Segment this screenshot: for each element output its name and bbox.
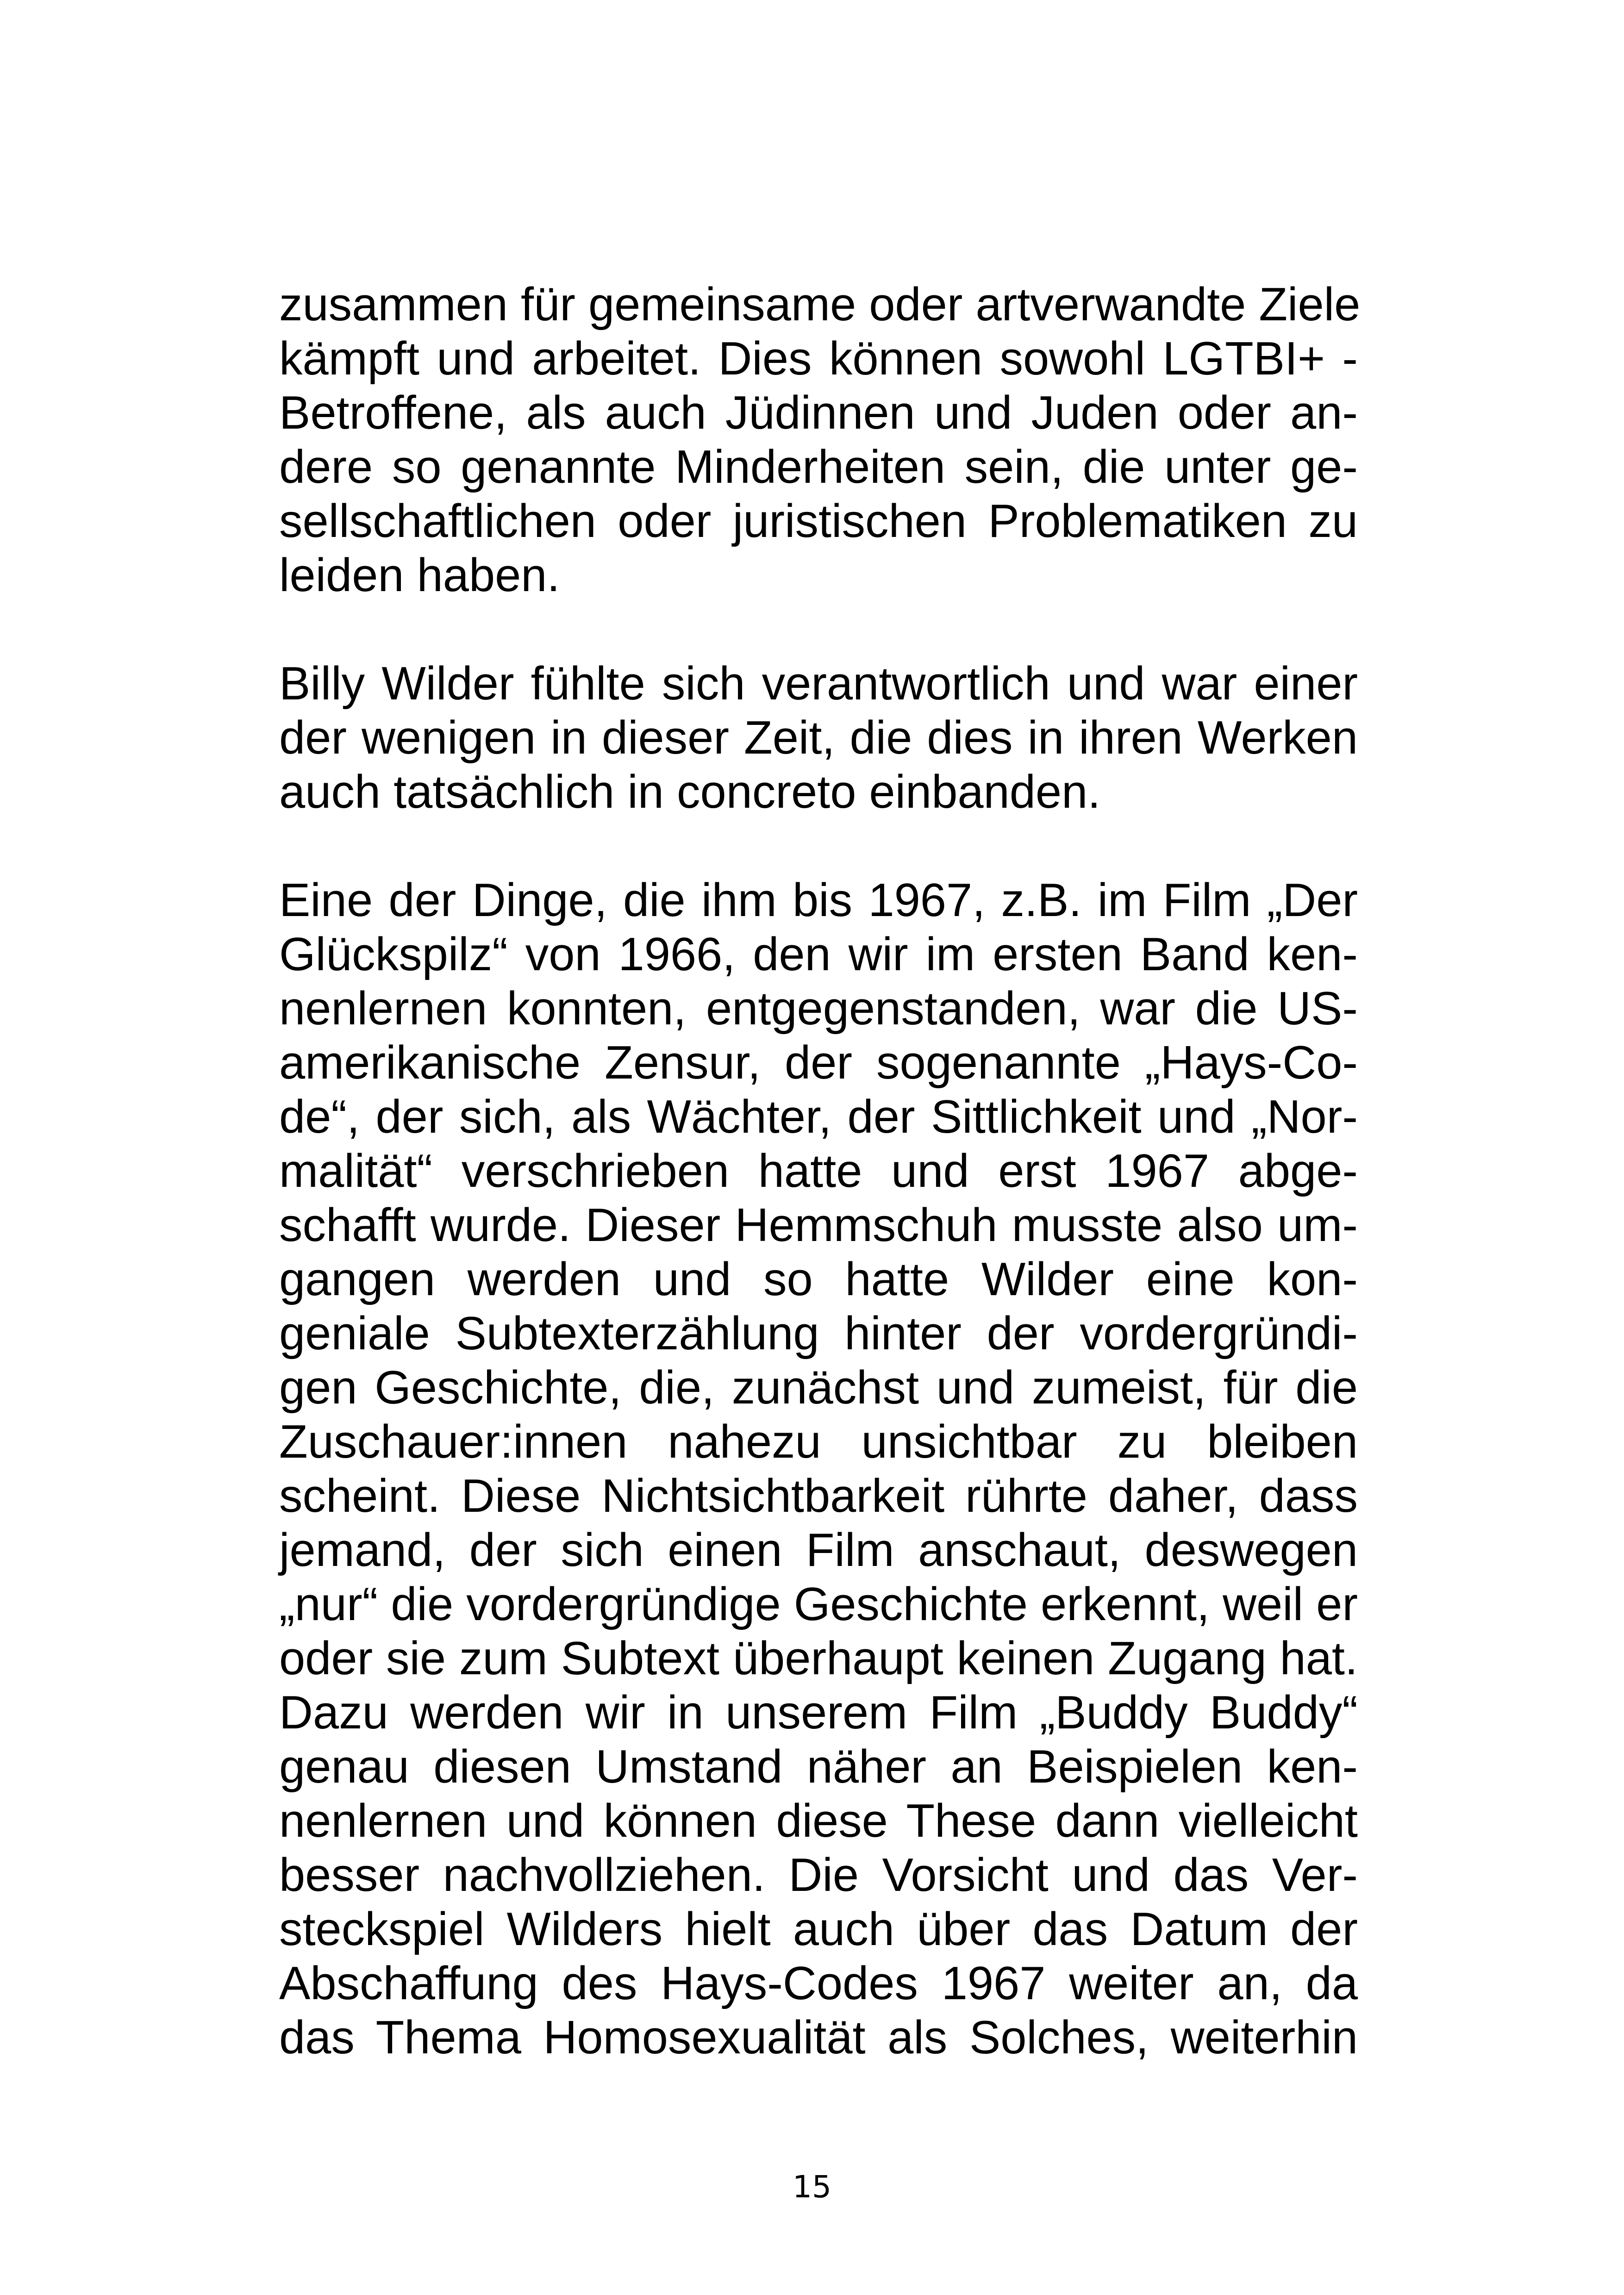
text-line: amerikanische Zensur, der sogenannte „Hays-Co- xyxy=(279,1037,1358,1089)
text-line: schafft wurde. Dieser Hemmschuh musste also um- xyxy=(279,1199,1358,1251)
text-line: zusammen für gemeinsame oder artverwandte Ziele xyxy=(279,279,1361,331)
text-line: genau diesen Umstand näher an Beispielen ken- xyxy=(279,1741,1358,1793)
text-line: gangen werden und so hatte Wilder eine kon- xyxy=(279,1254,1358,1305)
paragraph-1 xyxy=(279,278,1361,603)
text-line: der wenigen in dieser Zeit, die dies in ihren Werken xyxy=(279,712,1358,764)
text-line: Betroffene, als auch Jüdinnen und Juden oder an- xyxy=(279,387,1358,439)
text-line: jemand, der sich einen Film anschaut, deswegen xyxy=(279,1524,1358,1576)
text-line: de“, der sich, als Wächter, der Sittlichkeit und „Nor- xyxy=(279,1091,1358,1143)
text-line: scheint. Diese Nichtsichtbarkeit rührte daher, dass xyxy=(279,1470,1358,1522)
text-line: „nur“ die vordergründige Geschichte erkennt, weil er xyxy=(279,1578,1358,1630)
text-line: nenlernen und können diese These dann vielleicht xyxy=(279,1795,1358,1847)
text-line: gen Geschichte, die, zunächst und zumeist, für die xyxy=(279,1362,1358,1414)
text-line: steckspiel Wilders hielt auch über das Datum der xyxy=(279,1903,1358,1955)
text-line: das Thema Homosexualität als Solches, weiterhin xyxy=(279,2012,1358,2064)
text-line: auch tatsächlich in concreto einbanden. xyxy=(279,766,1101,818)
text-line: Abschaffung des Hays-Codes 1967 weiter an, da xyxy=(279,1958,1358,2009)
text-line: sellschaftlichen oder juristischen Problematiken zu xyxy=(279,495,1358,547)
page-number: 15 xyxy=(793,2169,831,2205)
text-line: Zuschauer:innen nahezu unsichtbar zu bleiben xyxy=(279,1416,1358,1468)
text-line: Billy Wilder fühlte sich verantwortlich und war einer xyxy=(279,658,1358,710)
text-line: besser nachvollziehen. Die Vorsicht und das Ver- xyxy=(279,1849,1358,1901)
text-line: geniale Subtexterzählung hinter der vordergründi- xyxy=(279,1308,1358,1360)
text-line: Glückspilz“ von 1966, den wir im ersten Band ken- xyxy=(279,929,1358,980)
body-text xyxy=(279,278,1361,2065)
text-line: malität“ verschrieben hatte und erst 1967 abge- xyxy=(279,1145,1358,1197)
text-line: dere so genannte Minderheiten sein, die unter ge- xyxy=(279,441,1358,493)
text-line: Eine der Dinge, die ihm bis 1967, z.B. im Film „Der xyxy=(279,874,1358,926)
text-line: leiden haben. xyxy=(279,549,560,601)
text-line: Dazu werden wir in unserem Film „Buddy Buddy“ xyxy=(279,1687,1358,1739)
text-line: oder sie zum Subtext überhaupt keinen Zugang hat. xyxy=(279,1633,1358,1684)
paragraph-2 xyxy=(279,657,1358,819)
text-line: kämpft und arbeitet. Dies können sowohl LGTBI+ - xyxy=(279,333,1358,385)
text-line: nenlernen konnten, entgegenstanden, war die US- xyxy=(279,983,1358,1035)
paragraph-3 xyxy=(279,873,1358,2065)
